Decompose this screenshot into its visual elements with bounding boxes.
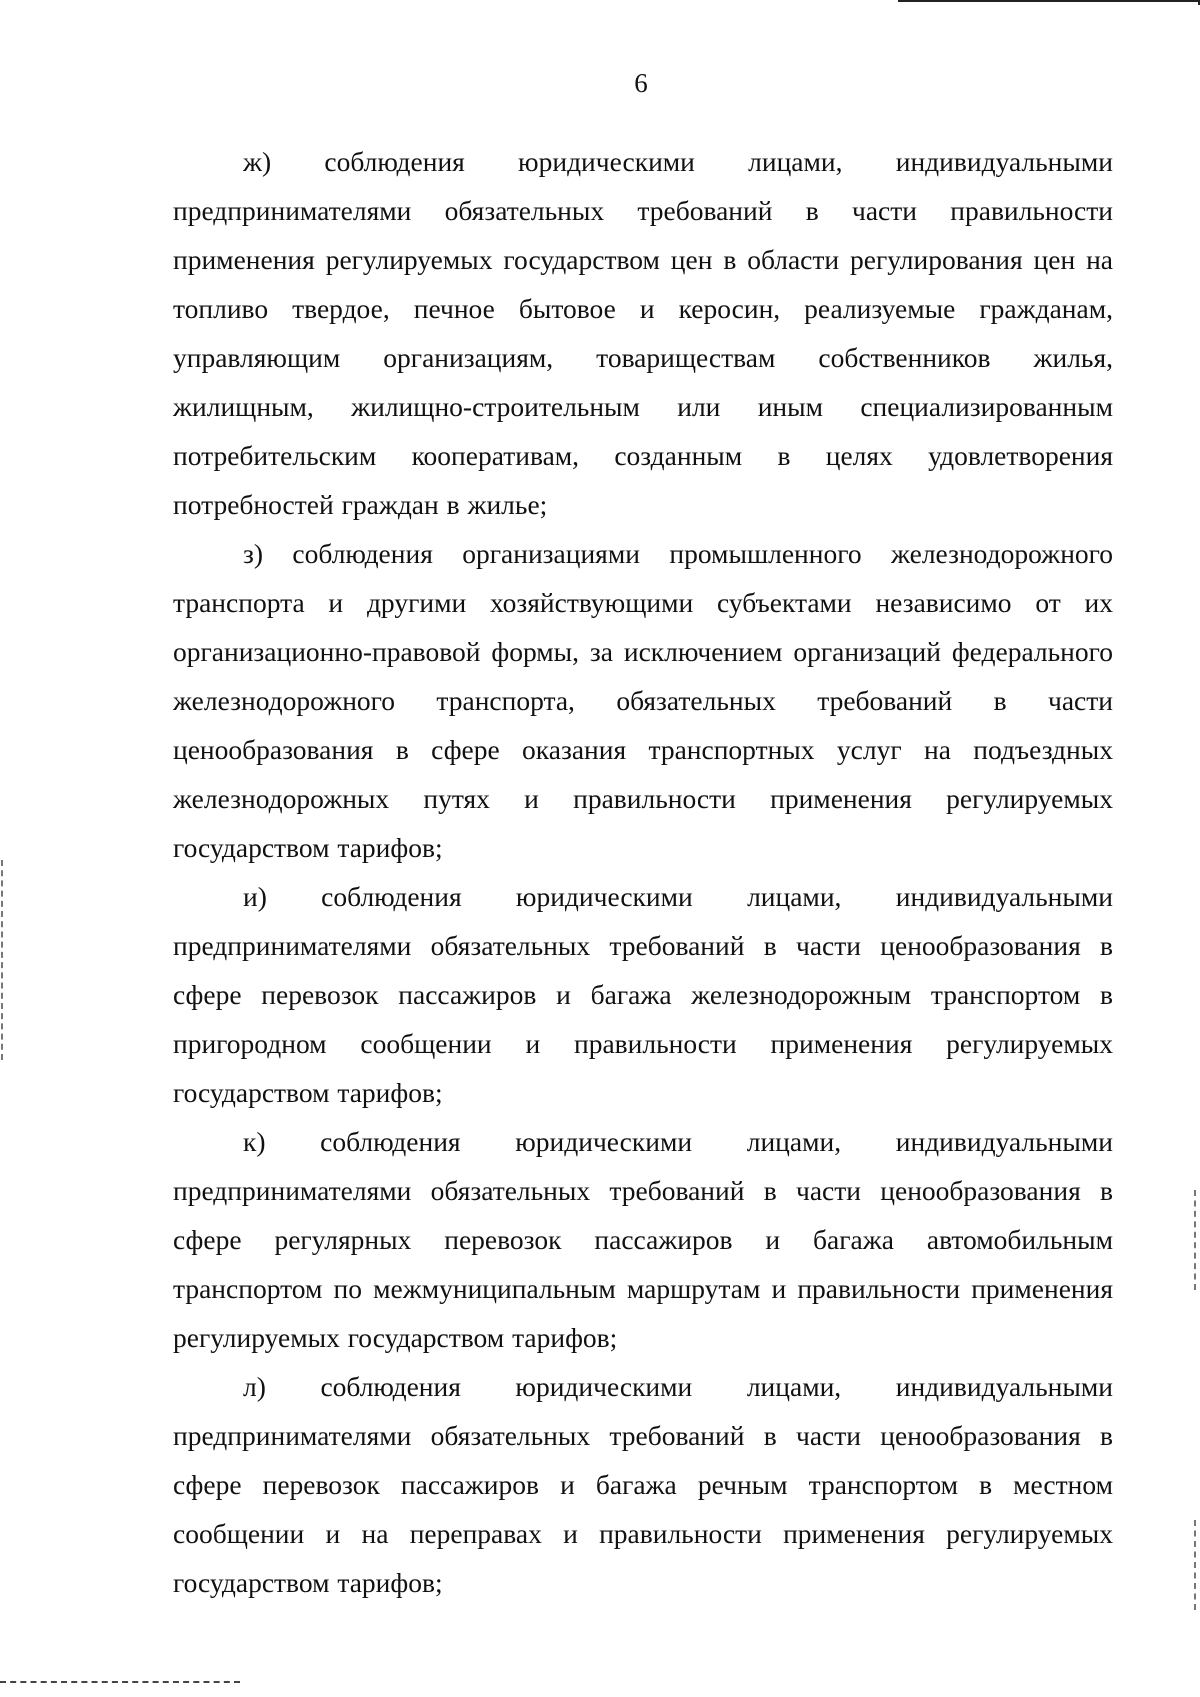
paragraph-zh: ж) соблюдения юридическими лицами, индивидуальными предпринимателями обязательных требований в части правильности применения регулируемых государством цен в области регулирования цен на топливо твердое, печное бытовое и керосин, реализуемые гражданам, управляющим организациям, товариществам собственников жилья, жилищным, жилищно-строительным или иным специализированным потребительским кооперативам, созданным в целях удовлетворения потребностей граждан в жилье;	[173, 146, 1113, 520]
paragraph-z: з) соблюдения организациями промышленного железнодорожного транспорта и другими хозяйствующими субъектами независимо от их организационно-правовой формы, за исключением организаций федерального железнодорожного транспорта, обязательных требований в части ценообразования в сфере оказания транспортных услуг на подъездных железнодорожных путях и правильности применения регулируемых государством тарифов;	[173, 538, 1113, 863]
document-body	[173, 137, 1113, 1607]
paragraph-l: л) соблюдения юридическими лицами, индивидуальными предпринимателями обязательных требований в части ценообразования в сфере перевозок пассажиров и багажа речным транспортом в местном сообщении и на переправах и правильности применения регулируемых государством тарифов;	[173, 1371, 1113, 1598]
paragraph-k: к) соблюдения юридическими лицами, индивидуальными предпринимателями обязательных требований в части ценообразования в сфере регулярных перевозок пассажиров и багажа автомобильным транспортом по межмуниципальным маршрутам и правильности применения регулируемых государством тарифов;	[173, 1126, 1113, 1353]
scan-edge-right	[1194, 1190, 1196, 1290]
scan-edge-left	[1, 860, 3, 1060]
scan-edge-right-lower	[1194, 1520, 1196, 1610]
page-number: 6	[634, 68, 648, 98]
paragraph-i: и) соблюдения юридическими лицами, индивидуальными предпринимателями обязательных требований в части ценообразования в сфере перевозок пассажиров и багажа железнодорожным транспортом в пригородном сообщении и правильности применения регулируемых государством тарифов;	[173, 881, 1113, 1108]
scan-edge-bottom-left	[0, 1681, 240, 1683]
scan-edge-top-right	[898, 0, 1200, 5]
